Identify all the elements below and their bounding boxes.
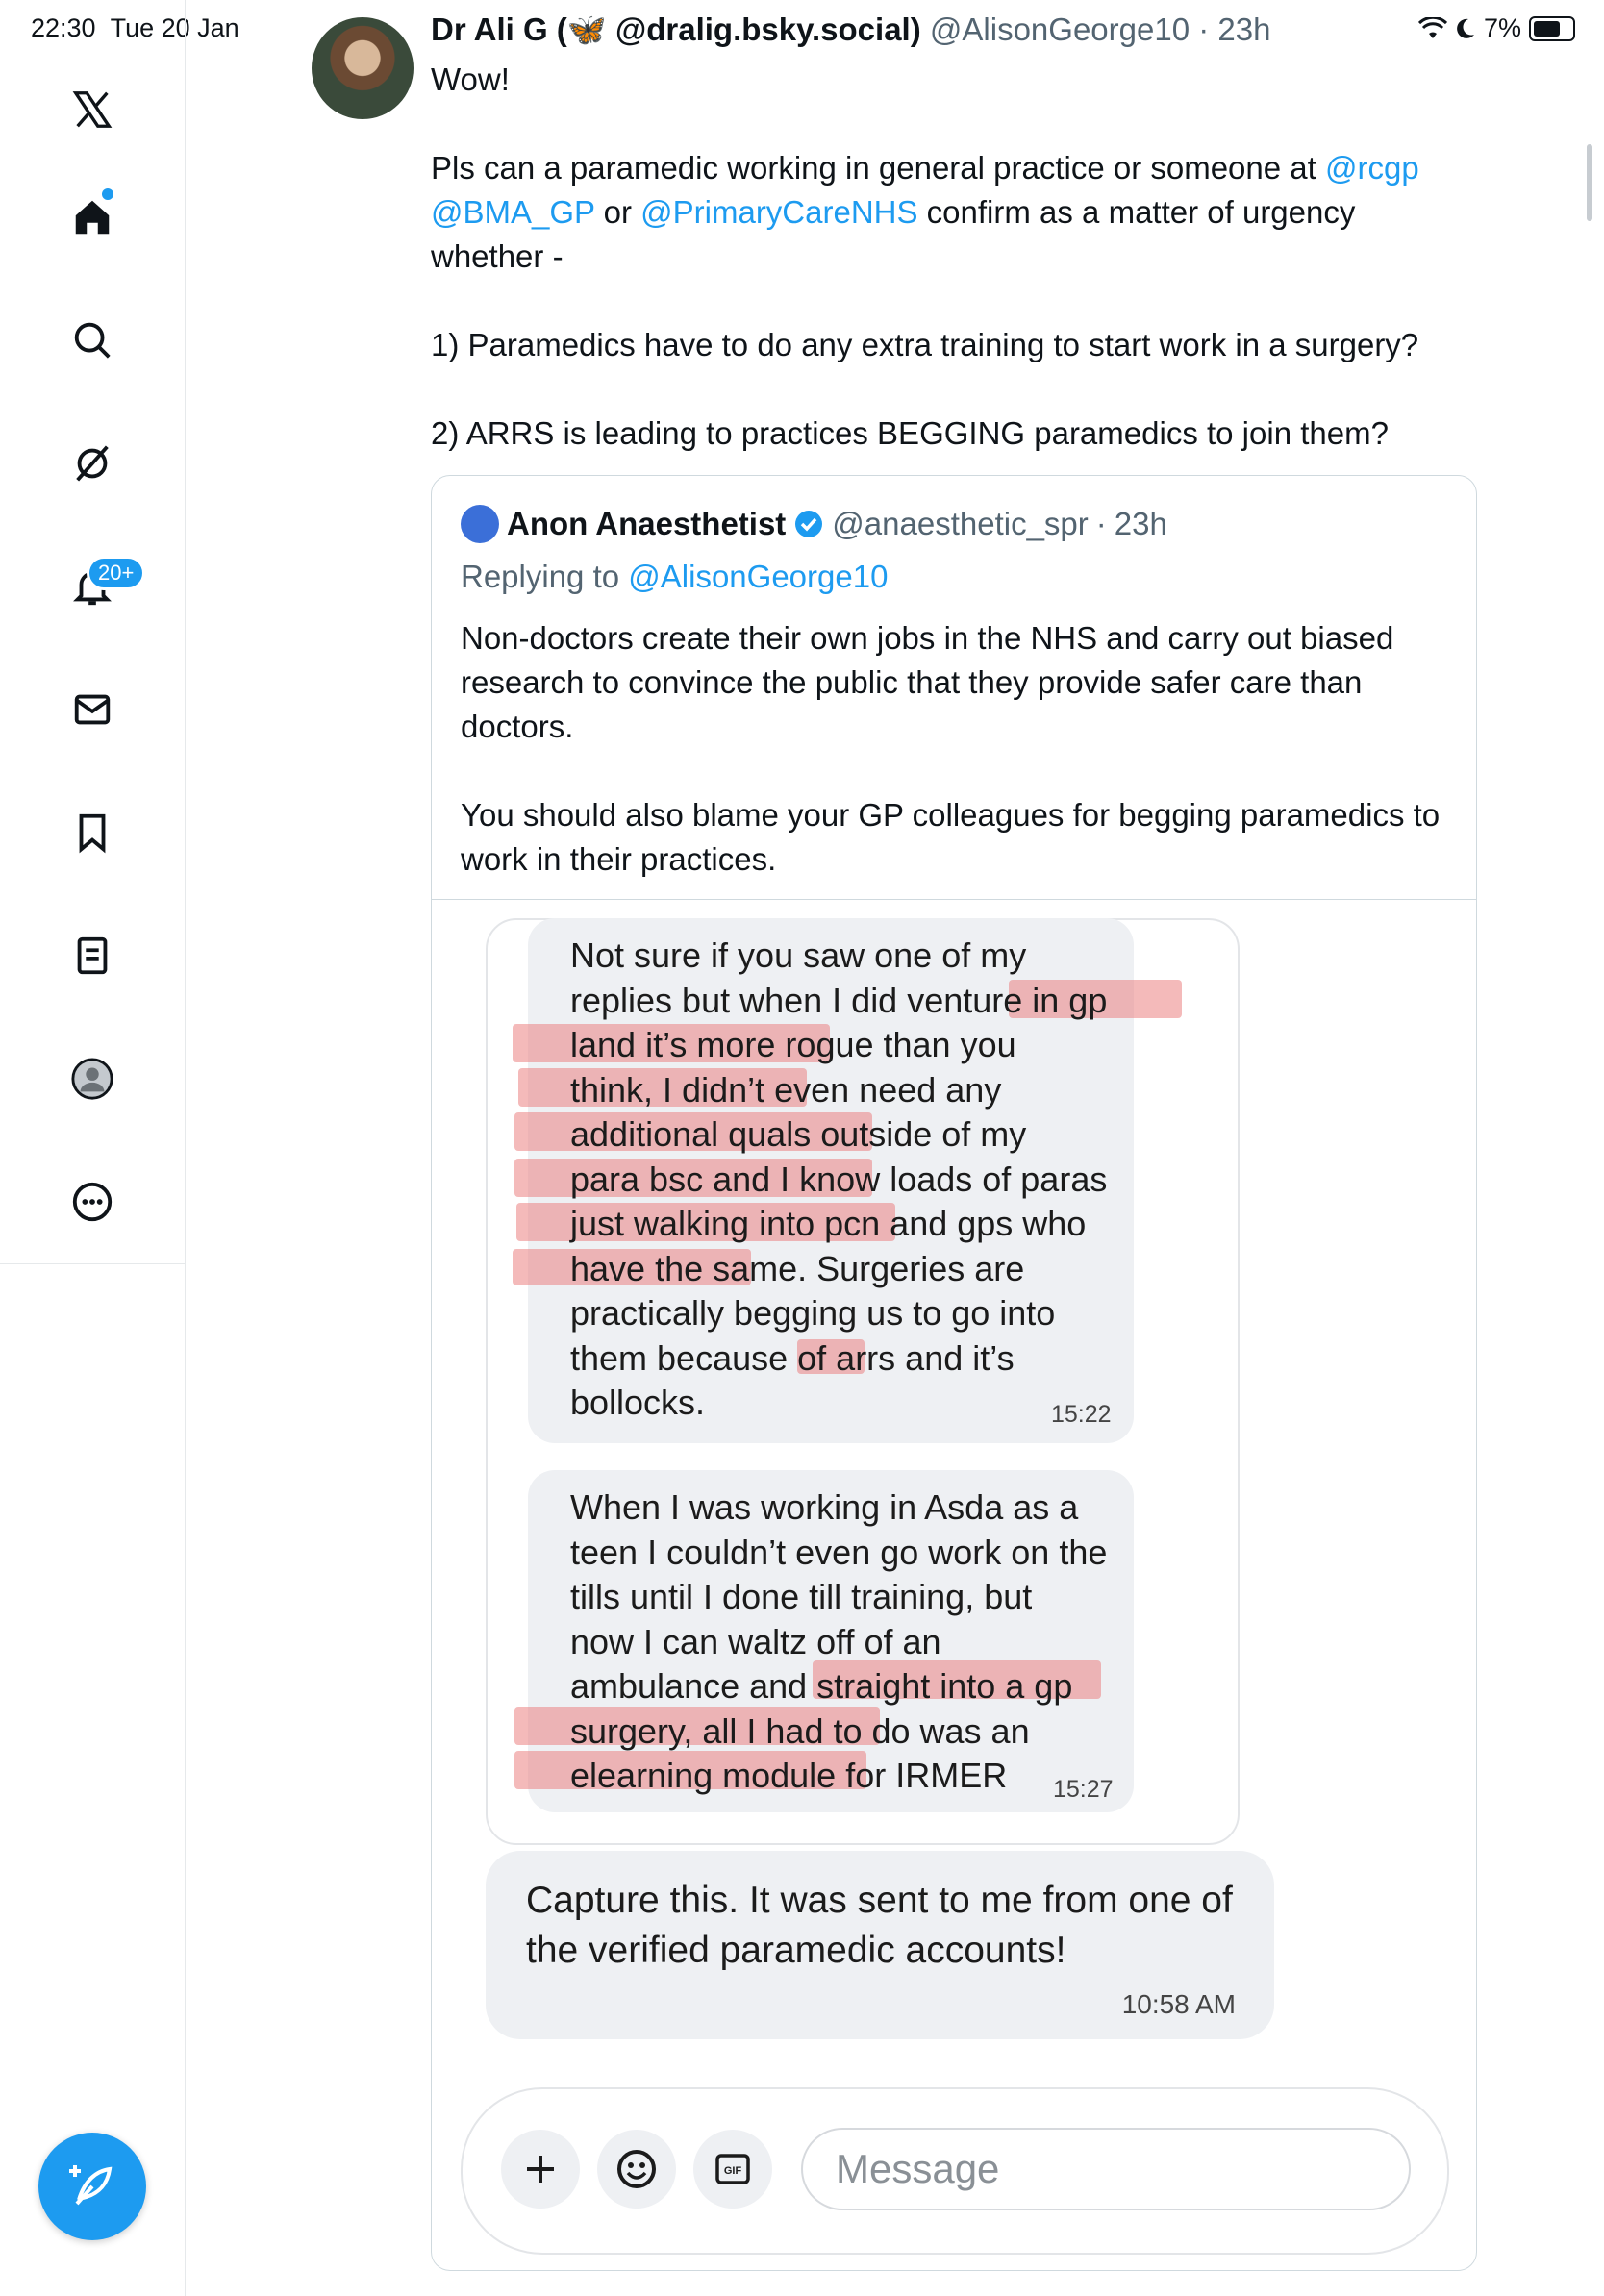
- quote-author-avatar: [461, 505, 499, 543]
- gif-icon: [712, 2148, 754, 2190]
- battery-icon: [1529, 16, 1575, 41]
- mention-link[interactable]: @rcgp: [1324, 150, 1419, 186]
- messages-envelope-icon[interactable]: [63, 681, 121, 738]
- message-timestamp: 15:27: [1053, 1776, 1114, 1803]
- quote-header: Anon Anaesthetist @anaesthetic_spr · 23h: [461, 505, 1167, 543]
- received-message-text: Not sure if you saw one of my replies but when I did venture in gp land it’s more rogue than you think, I didn’t even need any additional quals outside of my para bsc and I know loads of paras just walking into pcn and gps who have the same. Surgeries are practically begging us to go into them because of arrs and it’s bollocks.: [570, 936, 1108, 1422]
- tweet-text: [431, 58, 1469, 456]
- moon-icon: [1455, 17, 1476, 40]
- bookmark-icon[interactable]: [63, 804, 121, 861]
- gif-button[interactable]: [693, 2130, 772, 2209]
- message-composer: [461, 2087, 1449, 2255]
- tweet-header: Dr Ali G (🦋 @dralig.bsky.social) @AlisonGeorge10 · 23h: [431, 12, 1271, 47]
- wifi-icon: [1418, 17, 1447, 40]
- quote-time: 23h: [1114, 506, 1167, 541]
- svg-text:GIF: GIF: [723, 2165, 742, 2177]
- message-timestamp: 15:22: [1051, 1401, 1112, 1428]
- plus-icon: [521, 2150, 560, 2188]
- author-handle[interactable]: @AlisonGeorge10: [929, 12, 1190, 47]
- tweet-line: Wow!: [431, 62, 510, 97]
- status-icons: [1418, 13, 1575, 43]
- author-name[interactable]: Dr Ali G (🦋 @dralig.bsky.social): [431, 12, 921, 47]
- sent-message-time: 10:58 AM: [1121, 1989, 1236, 2019]
- quote-paragraph: You should also blame your GP colleagues for begging paramedics to work in their practices.: [461, 797, 1441, 877]
- verified-badge-icon: [793, 509, 824, 539]
- replying-handle-link[interactable]: @AlisonGeorge10: [628, 559, 889, 594]
- battery-percent: 7%: [1483, 13, 1521, 42]
- replying-to: Replying to @AlisonGeorge10: [461, 559, 889, 594]
- author-avatar[interactable]: [312, 17, 414, 119]
- tweet-time: 23h: [1217, 12, 1271, 47]
- tweet-line: @BMA_GP or @PrimaryCareNHS confirm as a matter of urgency: [431, 194, 1356, 230]
- scrollbar[interactable]: [1587, 144, 1592, 221]
- quote-divider: [432, 899, 1476, 900]
- received-message-text: When I was working in Asda as a teen I couldn’t even go work on the tills until I done till training, but now I can waltz off of an ambulance and straight into a gp surgery, all I had to do was an elearning module for IRMER: [570, 1487, 1108, 1795]
- add-attachment-button[interactable]: [501, 2130, 580, 2209]
- tweet-line: whether -: [431, 238, 564, 274]
- profile-avatar-icon[interactable]: [63, 1050, 121, 1108]
- sent-message-bubble: [486, 1851, 1274, 2039]
- sent-message-text: Capture this. It was sent to me from one of the verified paramedic accounts!: [526, 1880, 1233, 1971]
- compose-post-button[interactable]: [38, 2133, 146, 2240]
- quote-author-name: Anon Anaesthetist: [507, 506, 787, 541]
- quote-text: [461, 616, 1451, 882]
- tweet-line: Pls can a paramedic working in general practice or someone at @rcgp: [431, 150, 1419, 186]
- tweet-line: 1) Paramedics have to do any extra training to start work in a surgery?: [431, 327, 1419, 362]
- sidebar-divider: [0, 1263, 185, 1264]
- sticker-smiley-icon: [614, 2146, 660, 2192]
- notification-badge: 20+: [87, 556, 145, 590]
- message-input[interactable]: Message: [801, 2128, 1411, 2210]
- home-notification-dot: [102, 188, 113, 200]
- mention-link[interactable]: @PrimaryCareNHS: [640, 194, 918, 230]
- search-icon[interactable]: [63, 312, 121, 369]
- grok-icon[interactable]: [63, 435, 121, 492]
- mention-link[interactable]: @BMA_GP: [431, 194, 595, 230]
- compose-feather-icon: [63, 2158, 121, 2215]
- more-options-icon[interactable]: [63, 1173, 121, 1231]
- date: Tue 20 Jan: [110, 13, 239, 42]
- quote-paragraph: Non-doctors create their own jobs in the NHS and carry out biased research to convince the public that they provide safer care than doctors.: [461, 620, 1394, 744]
- tweet-line: 2) ARRS is leading to practices BEGGING paramedics to join them?: [431, 415, 1389, 451]
- quoted-post[interactable]: [431, 475, 1477, 2271]
- lists-icon[interactable]: [63, 927, 121, 985]
- clock: 22:30: [31, 13, 96, 42]
- sticker-button[interactable]: [597, 2130, 676, 2209]
- x-logo-icon[interactable]: [63, 81, 121, 138]
- quote-author-handle: @anaesthetic_spr: [832, 506, 1089, 541]
